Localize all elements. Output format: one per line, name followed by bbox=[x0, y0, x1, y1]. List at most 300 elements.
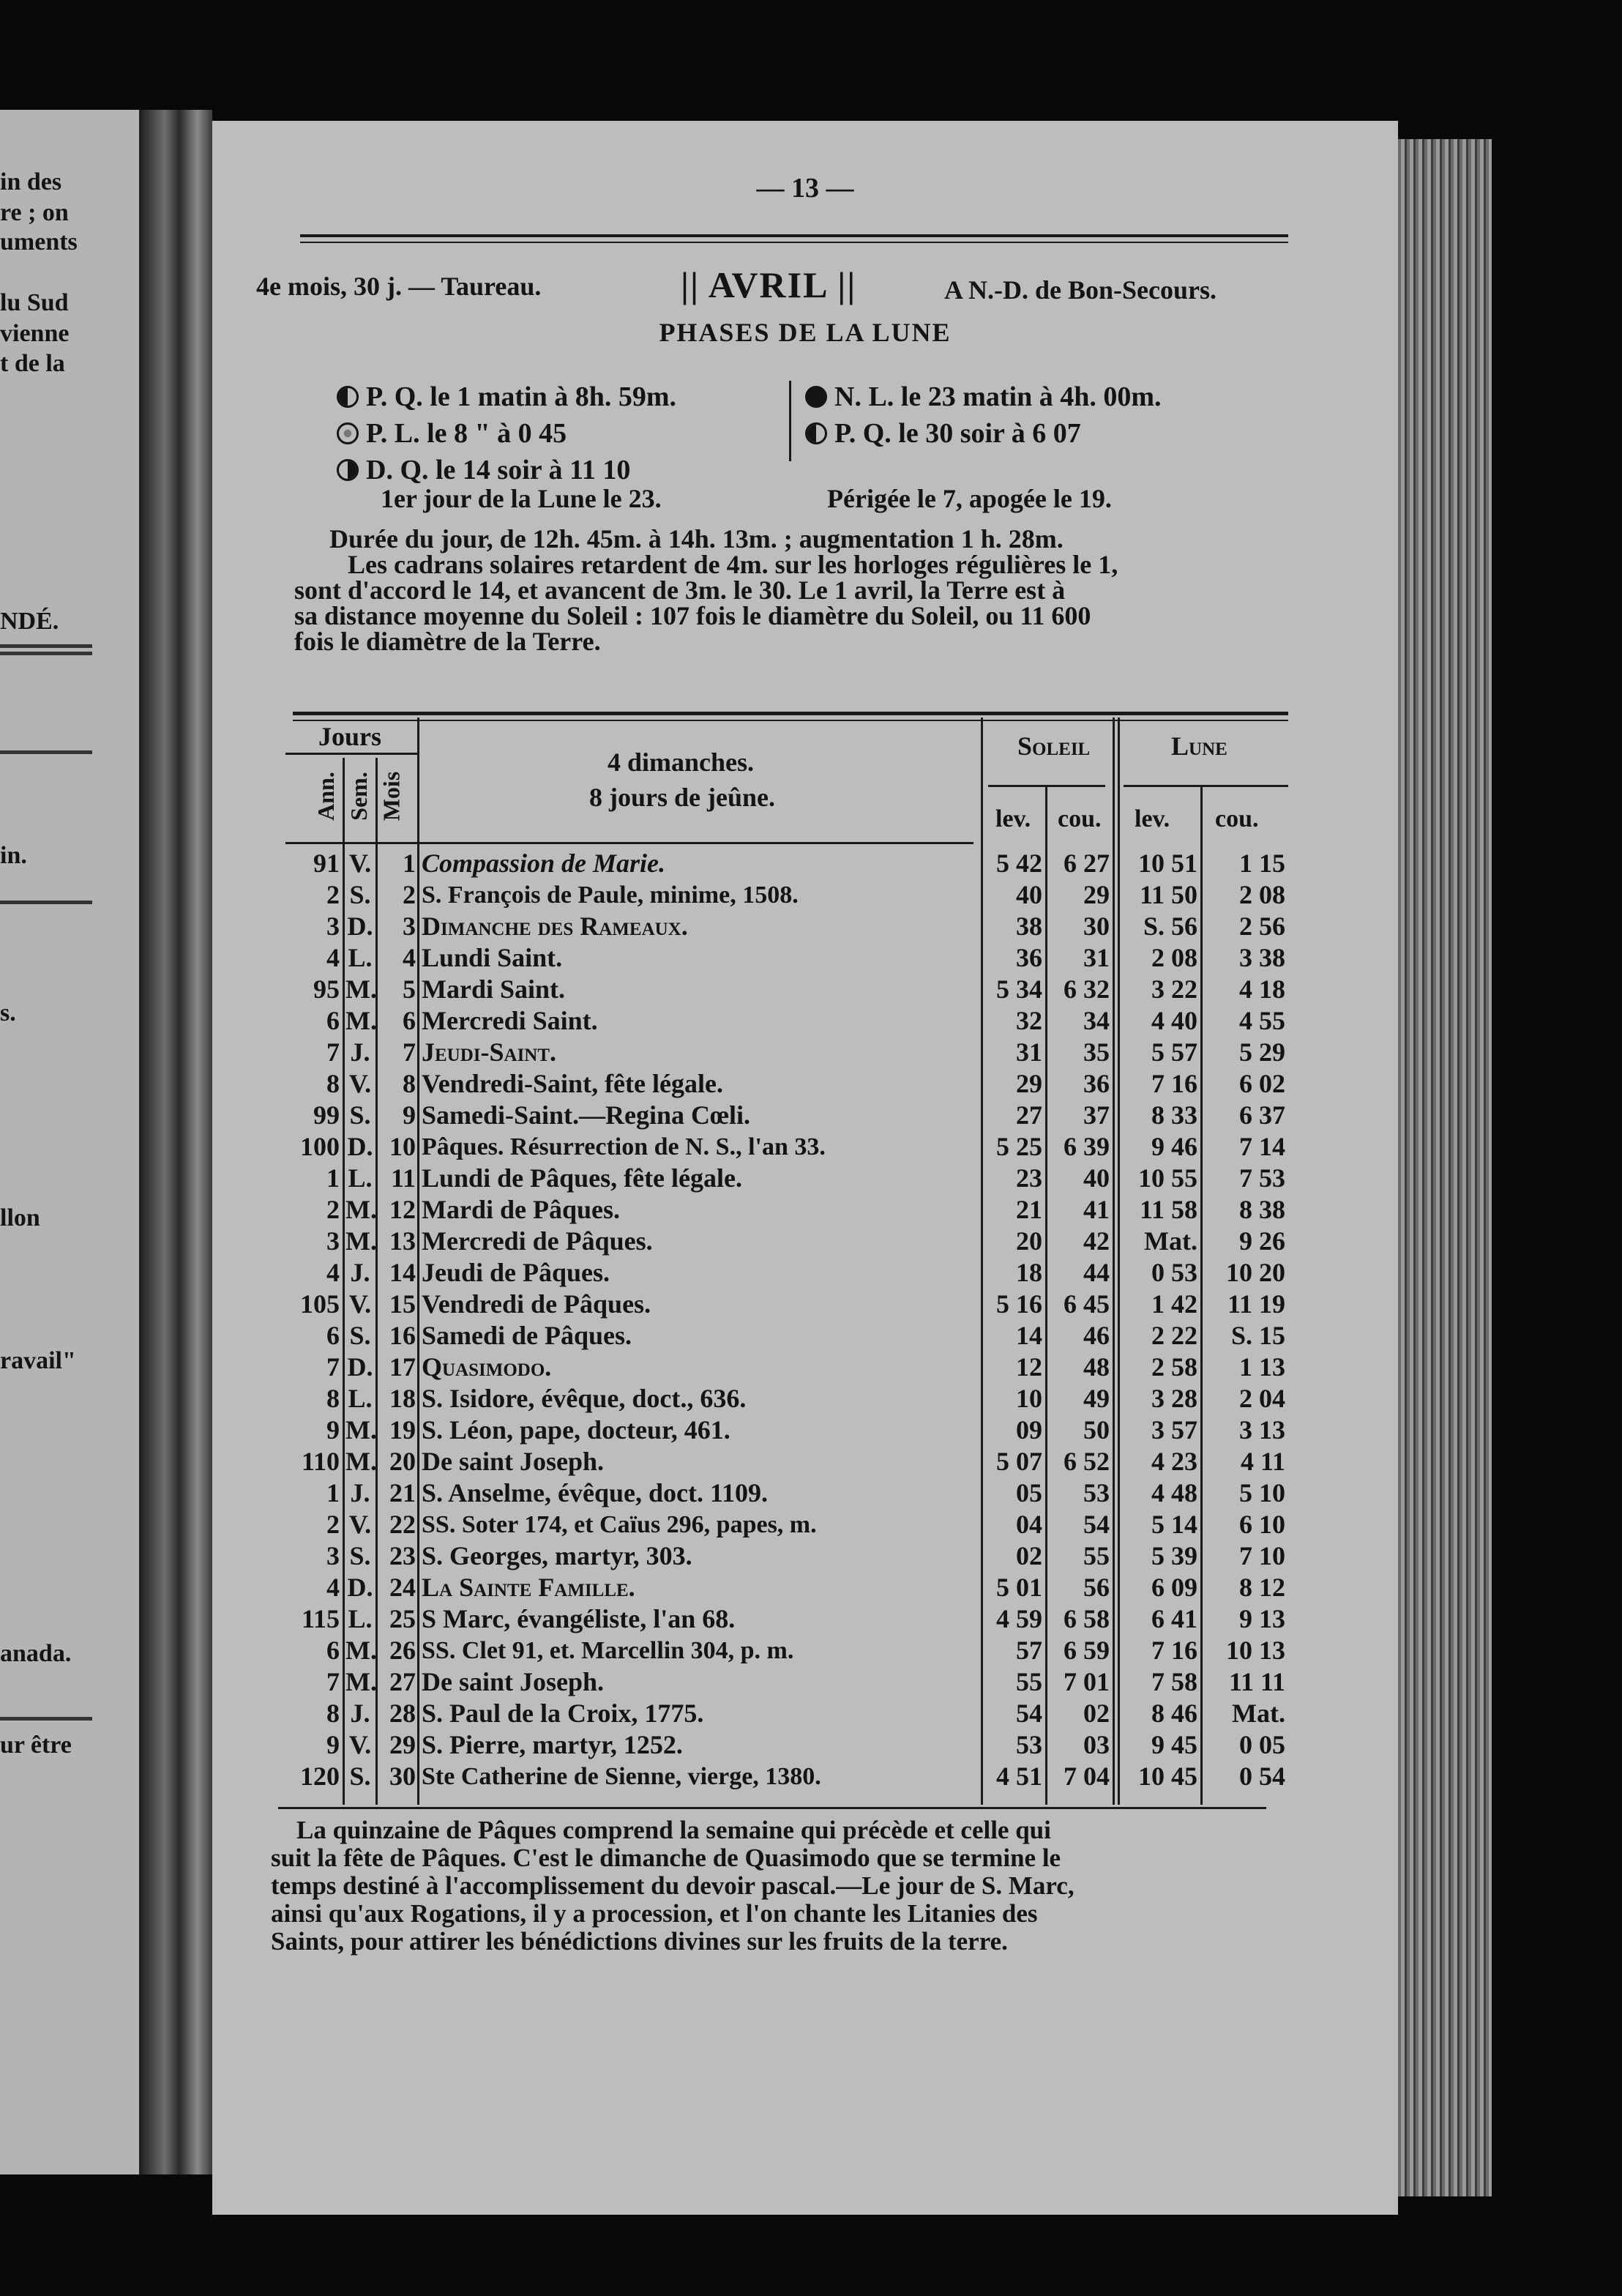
cell-ann: 3 bbox=[326, 912, 340, 941]
cell-ann: 6 bbox=[326, 1636, 340, 1665]
moon-phase bbox=[337, 417, 567, 450]
cell-sem: D. bbox=[347, 1573, 373, 1602]
cell-soleil-lev: 14 bbox=[1016, 1321, 1042, 1350]
book-gutter bbox=[139, 110, 212, 2174]
cell-sem: M. bbox=[345, 1447, 377, 1476]
facing-page-line: s. bbox=[0, 999, 16, 1026]
cell-sem: S. bbox=[349, 1541, 371, 1570]
cell-sem: D. bbox=[347, 912, 373, 941]
table-row bbox=[285, 942, 1288, 974]
moon-phase bbox=[337, 454, 630, 486]
table-row bbox=[285, 1194, 1288, 1226]
cell-lune-lev: 2 08 bbox=[1151, 943, 1197, 972]
cell-lune-lev: 11 50 bbox=[1139, 880, 1197, 909]
cell-sem: L. bbox=[348, 943, 373, 972]
cell-ann: 6 bbox=[326, 1321, 340, 1350]
table-row bbox=[285, 1131, 1288, 1163]
cell-sem: M. bbox=[345, 1006, 377, 1035]
cell-lune-cou: 1 13 bbox=[1239, 1352, 1285, 1382]
cell-lune-cou: 10 20 bbox=[1226, 1258, 1285, 1287]
cell-sem: V. bbox=[348, 1510, 372, 1539]
cell-ann: 8 bbox=[326, 1384, 340, 1413]
header-dimanches: 4 dimanches. bbox=[608, 748, 755, 777]
cell-ann: 9 bbox=[326, 1730, 340, 1759]
cell-fete: Dimanche des Rameaux. bbox=[422, 912, 688, 941]
cell-soleil-cou: 6 32 bbox=[1064, 974, 1110, 1004]
cell-soleil-lev: 29 bbox=[1016, 1069, 1042, 1098]
cell-mois: 20 bbox=[389, 1447, 416, 1476]
cell-soleil-lev: 53 bbox=[1016, 1730, 1042, 1759]
table-row bbox=[285, 1477, 1288, 1509]
cell-fete: Mardi de Pâques. bbox=[422, 1195, 621, 1224]
cell-lune-cou: 7 10 bbox=[1239, 1541, 1285, 1570]
header-mois: Mois bbox=[378, 771, 405, 821]
header-soleil-lev: lev. bbox=[995, 805, 1031, 832]
cell-mois: 12 bbox=[389, 1195, 416, 1224]
footer-line: La quinzaine de Pâques comprend la semaine qui précède et celle qui bbox=[296, 1816, 1051, 1844]
intro-line: Durée du jour, de 12h. 45m. à 14h. 13m. ; augmentation 1 h. 28m. bbox=[329, 524, 1064, 554]
cell-fete: Mercredi Saint. bbox=[422, 1006, 598, 1035]
cell-fete: Compassion de Marie. bbox=[422, 849, 666, 878]
table-row bbox=[285, 1100, 1288, 1131]
cell-soleil-cou: 54 bbox=[1083, 1510, 1110, 1539]
cell-mois: 13 bbox=[389, 1226, 416, 1256]
cell-soleil-lev: 54 bbox=[1016, 1699, 1042, 1728]
footer-line: ainsi qu'aux Rogations, il y a procession, et l'on chante les Litanies des bbox=[271, 1899, 1038, 1928]
facing-page-line: uments bbox=[0, 228, 78, 256]
cell-soleil-cou: 7 04 bbox=[1064, 1762, 1110, 1791]
cell-lune-lev: 5 39 bbox=[1151, 1541, 1197, 1570]
cell-fete: De saint Joseph. bbox=[422, 1447, 605, 1476]
cell-lune-lev: 9 45 bbox=[1151, 1730, 1197, 1759]
cell-lune-lev: 7 16 bbox=[1151, 1636, 1197, 1665]
table-row bbox=[285, 911, 1288, 942]
cell-fete: SS. Soter 174, et Caïus 296, papes, m. bbox=[422, 1511, 817, 1538]
cell-sem: L. bbox=[348, 1163, 373, 1193]
facing-page-line: anada. bbox=[0, 1640, 72, 1667]
cell-fete: Samedi de Pâques. bbox=[422, 1321, 632, 1350]
cell-lune-lev: 0 53 bbox=[1151, 1258, 1197, 1287]
table-row bbox=[285, 1163, 1288, 1194]
first-quarter-moon-icon bbox=[337, 386, 359, 408]
cell-ann: 3 bbox=[326, 1541, 340, 1570]
cell-ann: 4 bbox=[326, 1573, 340, 1602]
cell-mois: 2 bbox=[403, 880, 416, 909]
table-row bbox=[285, 1603, 1288, 1635]
cell-lune-lev: 10 51 bbox=[1138, 849, 1197, 878]
cell-sem: S. bbox=[349, 1100, 371, 1130]
cell-ann: 8 bbox=[326, 1069, 340, 1098]
cell-lune-cou: 11 19 bbox=[1227, 1289, 1285, 1319]
cell-soleil-cou: 50 bbox=[1083, 1415, 1110, 1445]
cell-ann: 1 bbox=[326, 1163, 340, 1193]
cell-soleil-lev: 5 25 bbox=[996, 1132, 1042, 1161]
cell-soleil-cou: 6 39 bbox=[1064, 1132, 1110, 1161]
cell-ann: 1 bbox=[326, 1478, 340, 1507]
cell-sem: L. bbox=[348, 1384, 373, 1413]
cell-soleil-cou: 03 bbox=[1083, 1730, 1110, 1759]
moon-phase-text: P. Q. le 30 soir à 6 07 bbox=[834, 418, 1081, 449]
table-row bbox=[285, 1635, 1288, 1666]
table-row bbox=[285, 1414, 1288, 1446]
moon-phase-text: N. L. le 23 matin à 4h. 00m. bbox=[834, 381, 1162, 412]
cell-mois: 18 bbox=[389, 1384, 416, 1413]
table-row bbox=[285, 1352, 1288, 1383]
cell-soleil-lev: 12 bbox=[1016, 1352, 1042, 1382]
cell-soleil-lev: 5 42 bbox=[996, 849, 1042, 878]
cell-ann: 3 bbox=[326, 1226, 340, 1256]
perigee-apogee: Périgée le 7, apogée le 19. bbox=[827, 484, 1112, 513]
table-row bbox=[285, 1446, 1288, 1477]
cell-lune-cou: 4 55 bbox=[1239, 1006, 1285, 1035]
cell-lune-cou: Mat. bbox=[1232, 1699, 1285, 1728]
cell-mois: 19 bbox=[389, 1415, 416, 1445]
cell-ann: 7 bbox=[326, 1352, 340, 1382]
cell-sem: J. bbox=[350, 1699, 370, 1728]
cell-fete: Lundi de Pâques, fête légale. bbox=[422, 1163, 742, 1193]
phases-title: PHASES DE LA LUNE bbox=[659, 318, 952, 347]
table-top-rule-thin bbox=[293, 720, 1288, 721]
footer-line: suit la fête de Pâques. C'est le dimanche de Quasimodo que se termine le bbox=[271, 1844, 1061, 1872]
cell-soleil-cou: 42 bbox=[1083, 1226, 1110, 1256]
cell-lune-cou: 1 15 bbox=[1239, 849, 1285, 878]
intro-line: sa distance moyenne du Soleil : 107 fois le diamètre du Soleil, ou 11 600 bbox=[294, 601, 1091, 630]
cell-soleil-lev: 31 bbox=[1016, 1037, 1042, 1067]
cell-lune-lev: 6 41 bbox=[1151, 1604, 1197, 1633]
facing-page-line: ur être bbox=[0, 1732, 72, 1759]
intro-line: Les cadrans solaires retardent de 4m. sur les horloges régulières le 1, bbox=[348, 550, 1118, 579]
cell-lune-cou: 5 29 bbox=[1239, 1037, 1285, 1067]
cell-lune-lev: 10 45 bbox=[1138, 1762, 1197, 1791]
cell-soleil-cou: 56 bbox=[1083, 1573, 1110, 1602]
cell-mois: 4 bbox=[403, 943, 416, 972]
cell-sem: L. bbox=[348, 1604, 373, 1633]
cell-soleil-cou: 6 52 bbox=[1064, 1447, 1110, 1476]
cell-soleil-lev: 04 bbox=[1016, 1510, 1042, 1539]
cell-soleil-cou: 7 01 bbox=[1064, 1667, 1110, 1696]
cell-lune-cou: 8 38 bbox=[1239, 1195, 1285, 1224]
cell-fete: S. Isidore, évêque, doct., 636. bbox=[422, 1384, 747, 1413]
cell-lune-cou: 6 02 bbox=[1239, 1069, 1285, 1098]
cell-soleil-cou: 6 59 bbox=[1064, 1636, 1110, 1665]
cell-soleil-lev: 4 59 bbox=[996, 1604, 1042, 1633]
cell-soleil-lev: 10 bbox=[1016, 1384, 1042, 1413]
cell-fete: De saint Joseph. bbox=[422, 1667, 605, 1696]
cell-lune-cou: 7 53 bbox=[1239, 1163, 1285, 1193]
cell-fete: S. Léon, pape, docteur, 461. bbox=[422, 1415, 730, 1445]
cell-soleil-cou: 46 bbox=[1083, 1321, 1110, 1350]
facing-page-line: t de la bbox=[0, 350, 65, 377]
cell-mois: 29 bbox=[389, 1730, 416, 1759]
facing-page-rule bbox=[0, 652, 92, 655]
cell-soleil-cou: 6 45 bbox=[1064, 1289, 1110, 1319]
cell-lune-cou: 6 37 bbox=[1239, 1100, 1285, 1130]
facing-page-line: vienne bbox=[0, 320, 70, 347]
cell-soleil-cou: 6 27 bbox=[1064, 849, 1110, 878]
cell-mois: 11 bbox=[390, 1163, 416, 1193]
moon-phase bbox=[337, 381, 676, 413]
cell-soleil-lev: 21 bbox=[1016, 1195, 1042, 1224]
cell-sem: D. bbox=[347, 1132, 373, 1161]
cell-sem: J. bbox=[350, 1478, 370, 1507]
cell-sem: S. bbox=[349, 880, 371, 909]
cell-fete: Vendredi-Saint, fête légale. bbox=[422, 1069, 723, 1098]
cell-ann: 105 bbox=[300, 1289, 340, 1319]
table-row bbox=[285, 1320, 1288, 1352]
cell-soleil-lev: 20 bbox=[1016, 1226, 1042, 1256]
cell-lune-lev: 7 58 bbox=[1151, 1667, 1197, 1696]
cell-mois: 17 bbox=[389, 1352, 416, 1382]
cell-sem: M. bbox=[345, 1667, 377, 1696]
table-bottom-rule bbox=[278, 1807, 1266, 1809]
top-rule bbox=[300, 234, 1288, 237]
table-row bbox=[285, 1226, 1288, 1257]
cell-lune-lev: S. 56 bbox=[1143, 912, 1197, 941]
cell-mois: 26 bbox=[389, 1636, 416, 1665]
patron-dedication: A N.-D. de Bon-Secours. bbox=[944, 275, 1217, 305]
header-jours: Jours bbox=[318, 722, 382, 751]
cell-sem: V. bbox=[348, 1730, 372, 1759]
cell-fete: SS. Clet 91, et. Marcellin 304, p. m. bbox=[422, 1637, 794, 1664]
cell-soleil-cou: 29 bbox=[1083, 880, 1110, 909]
moon-phase bbox=[805, 417, 1081, 450]
cell-lune-lev: 1 42 bbox=[1151, 1289, 1197, 1319]
cell-soleil-cou: 53 bbox=[1083, 1478, 1110, 1507]
cell-fete: Jeudi-Saint. bbox=[422, 1037, 557, 1067]
last-quarter-moon-icon bbox=[337, 459, 359, 481]
cell-lune-cou: S. 15 bbox=[1230, 1321, 1285, 1350]
cell-ann: 7 bbox=[326, 1667, 340, 1696]
lune-underline bbox=[1124, 785, 1288, 787]
cell-sem: M. bbox=[345, 1195, 377, 1224]
moon-day: 1er jour de la Lune le 23. bbox=[381, 484, 662, 513]
phases-divider bbox=[789, 381, 791, 461]
footer-line: temps destiné à l'accomplissement du devoir pascal.—Le jour de S. Marc, bbox=[271, 1871, 1075, 1900]
cell-mois: 27 bbox=[389, 1667, 416, 1696]
facing-page-line: ravail" bbox=[0, 1347, 76, 1374]
cell-sem: J. bbox=[350, 1258, 370, 1287]
facing-page-rule bbox=[0, 644, 92, 648]
facing-page-rule bbox=[0, 901, 92, 904]
header-lune-cou: cou. bbox=[1215, 805, 1259, 832]
header-jeune: 8 jours de jeûne. bbox=[589, 783, 775, 812]
cell-mois: 25 bbox=[389, 1604, 416, 1633]
moon-phase-text: P. Q. le 1 matin à 8h. 59m. bbox=[366, 381, 676, 412]
table-row bbox=[285, 1068, 1288, 1100]
cell-soleil-cou: 48 bbox=[1083, 1352, 1110, 1382]
cell-mois: 16 bbox=[389, 1321, 416, 1350]
table-row bbox=[285, 1698, 1288, 1729]
cell-lune-cou: 4 18 bbox=[1239, 974, 1285, 1004]
cell-lune-cou: 5 10 bbox=[1239, 1478, 1285, 1507]
cell-soleil-lev: 5 34 bbox=[996, 974, 1042, 1004]
cell-lune-lev: 4 48 bbox=[1151, 1478, 1197, 1507]
cell-lune-cou: 10 13 bbox=[1226, 1636, 1285, 1665]
cell-soleil-lev: 4 51 bbox=[996, 1762, 1042, 1791]
cell-lune-lev: 4 23 bbox=[1151, 1447, 1197, 1476]
table-row bbox=[285, 1257, 1288, 1289]
cell-sem: V. bbox=[348, 1069, 372, 1098]
header-lune: Lune bbox=[1171, 731, 1227, 761]
cell-soleil-cou: 6 58 bbox=[1064, 1604, 1110, 1633]
cell-soleil-lev: 40 bbox=[1016, 880, 1042, 909]
cell-mois: 5 bbox=[403, 974, 416, 1004]
cell-sem: M. bbox=[345, 1415, 377, 1445]
table-row bbox=[285, 1005, 1288, 1037]
cell-lune-cou: 0 54 bbox=[1239, 1762, 1285, 1791]
cell-soleil-lev: 5 07 bbox=[996, 1447, 1042, 1476]
cell-soleil-cou: 40 bbox=[1083, 1163, 1110, 1193]
cell-ann: 95 bbox=[313, 974, 340, 1004]
cell-soleil-cou: 37 bbox=[1083, 1100, 1110, 1130]
cell-lune-lev: 3 22 bbox=[1151, 974, 1197, 1004]
cell-sem: V. bbox=[348, 1289, 372, 1319]
moon-phase bbox=[805, 381, 1162, 413]
cell-lune-cou: 9 13 bbox=[1239, 1604, 1285, 1633]
cell-soleil-lev: 23 bbox=[1016, 1163, 1042, 1193]
jours-underline bbox=[285, 753, 417, 755]
cell-lune-cou: 9 26 bbox=[1239, 1226, 1285, 1256]
cell-fete: Jeudi de Pâques. bbox=[422, 1258, 610, 1287]
cell-sem: M. bbox=[345, 974, 377, 1004]
cell-fete: Mardi Saint. bbox=[422, 974, 566, 1004]
table-row bbox=[285, 879, 1288, 911]
cell-fete: La Sainte Famille. bbox=[422, 1573, 635, 1602]
full-moon-icon bbox=[337, 422, 359, 444]
cell-sem: V. bbox=[348, 849, 372, 878]
facing-page-rule bbox=[0, 1717, 92, 1721]
cell-soleil-cou: 44 bbox=[1083, 1258, 1110, 1287]
cell-lune-cou: 0 05 bbox=[1239, 1730, 1285, 1759]
cell-soleil-cou: 36 bbox=[1083, 1069, 1110, 1098]
cell-fete: S. Pierre, martyr, 1252. bbox=[422, 1730, 683, 1759]
cell-sem: S. bbox=[349, 1321, 371, 1350]
cell-ann: 2 bbox=[326, 1510, 340, 1539]
cell-soleil-cou: 35 bbox=[1083, 1037, 1110, 1067]
cell-soleil-cou: 34 bbox=[1083, 1006, 1110, 1035]
cell-lune-lev: 3 28 bbox=[1151, 1384, 1197, 1413]
new-moon-icon bbox=[805, 386, 827, 408]
table-row bbox=[285, 1540, 1288, 1572]
table-row bbox=[285, 974, 1288, 1005]
cell-fete: Samedi-Saint.—Regina Cœli. bbox=[422, 1100, 751, 1130]
cell-fete: Quasimodo. bbox=[422, 1352, 552, 1382]
cell-soleil-lev: 36 bbox=[1016, 943, 1042, 972]
cell-lune-lev: 2 58 bbox=[1151, 1352, 1197, 1382]
table-row bbox=[285, 1572, 1288, 1603]
cell-soleil-lev: 02 bbox=[1016, 1541, 1042, 1570]
cell-soleil-cou: 31 bbox=[1083, 943, 1110, 972]
facing-page-line: NDÉ. bbox=[0, 608, 59, 635]
table-row bbox=[285, 1666, 1288, 1698]
facing-page-line: in. bbox=[0, 842, 27, 869]
cell-ann: 4 bbox=[326, 1258, 340, 1287]
cell-mois: 3 bbox=[403, 912, 416, 941]
footer-line: Saints, pour attirer les bénédictions divines sur les fruits de la terre. bbox=[271, 1927, 1008, 1956]
intro-line: sont d'accord le 14, et avancent de 3m. le 30. Le 1 avril, la Terre est à bbox=[294, 575, 1066, 605]
table-row bbox=[285, 1729, 1288, 1761]
page-number: — 13 — bbox=[756, 173, 854, 204]
header-ann: Ann. bbox=[312, 772, 339, 821]
cell-soleil-lev: 05 bbox=[1016, 1478, 1042, 1507]
cell-lune-lev: 11 58 bbox=[1139, 1195, 1197, 1224]
cell-fete: S. Georges, martyr, 303. bbox=[422, 1541, 692, 1570]
facing-page-rule bbox=[0, 750, 92, 754]
table-top-rule bbox=[293, 712, 1288, 715]
cell-lune-lev: 3 57 bbox=[1151, 1415, 1197, 1445]
cell-fete: S. Paul de la Croix, 1775. bbox=[422, 1699, 704, 1728]
cell-lune-cou: 2 04 bbox=[1239, 1384, 1285, 1413]
facing-page-line: in des bbox=[0, 168, 62, 195]
cell-fete: Ste Catherine de Sienne, vierge, 1380. bbox=[422, 1763, 821, 1790]
page-edges bbox=[1398, 139, 1492, 2196]
cell-soleil-cou: 49 bbox=[1083, 1384, 1110, 1413]
facing-page-line: llon bbox=[0, 1204, 40, 1231]
table-row bbox=[285, 1383, 1288, 1414]
cell-sem: M. bbox=[345, 1226, 377, 1256]
table-row bbox=[285, 848, 1288, 879]
cell-mois: 24 bbox=[389, 1573, 416, 1602]
table-row bbox=[285, 1509, 1288, 1540]
cell-mois: 10 bbox=[389, 1132, 416, 1161]
cell-mois: 1 bbox=[403, 849, 416, 878]
cell-lune-cou: 8 12 bbox=[1239, 1573, 1285, 1602]
cell-lune-lev: 8 33 bbox=[1151, 1100, 1197, 1130]
cell-mois: 14 bbox=[389, 1258, 416, 1287]
cell-mois: 7 bbox=[403, 1037, 416, 1067]
cell-ann: 91 bbox=[313, 849, 340, 878]
cell-lune-lev: 6 09 bbox=[1151, 1573, 1197, 1602]
first-quarter-moon-icon bbox=[805, 422, 827, 444]
cell-soleil-lev: 27 bbox=[1016, 1100, 1042, 1130]
cell-mois: 22 bbox=[389, 1510, 416, 1539]
cell-mois: 6 bbox=[403, 1006, 416, 1035]
cell-ann: 4 bbox=[326, 943, 340, 972]
cell-lune-lev: 8 46 bbox=[1151, 1699, 1197, 1728]
facing-page bbox=[0, 110, 139, 2174]
table-row bbox=[285, 1289, 1288, 1320]
cell-lune-lev: 7 16 bbox=[1151, 1069, 1197, 1098]
cell-ann: 99 bbox=[313, 1100, 340, 1130]
cell-mois: 15 bbox=[389, 1289, 416, 1319]
cell-fete: S. François de Paule, minime, 1508. bbox=[422, 881, 799, 909]
cell-ann: 8 bbox=[326, 1699, 340, 1728]
table-row bbox=[285, 1761, 1288, 1792]
cell-soleil-cou: 55 bbox=[1083, 1541, 1110, 1570]
cell-mois: 8 bbox=[403, 1069, 416, 1098]
cell-soleil-cou: 30 bbox=[1083, 912, 1110, 941]
cell-fete: Lundi Saint. bbox=[422, 943, 563, 972]
cell-mois: 23 bbox=[389, 1541, 416, 1570]
cell-ann: 115 bbox=[301, 1604, 340, 1633]
header-soleil: Soleil bbox=[1017, 731, 1091, 761]
header-soleil-cou: cou. bbox=[1058, 805, 1102, 832]
cell-lune-lev: 9 46 bbox=[1151, 1132, 1197, 1161]
cell-ann: 6 bbox=[326, 1006, 340, 1035]
cell-lune-cou: 3 13 bbox=[1239, 1415, 1285, 1445]
cell-soleil-lev: 18 bbox=[1016, 1258, 1042, 1287]
cell-fete: Pâques. Résurrection de N. S., l'an 33. bbox=[422, 1133, 826, 1160]
cell-lune-lev: 10 55 bbox=[1138, 1163, 1197, 1193]
cell-lune-cou: 2 56 bbox=[1239, 912, 1285, 941]
top-rule-thin bbox=[300, 242, 1288, 243]
cell-ann: 9 bbox=[326, 1415, 340, 1445]
moon-phase-text: D. Q. le 14 soir à 11 10 bbox=[366, 455, 631, 485]
cell-lune-lev: Mat. bbox=[1144, 1226, 1197, 1256]
cell-soleil-lev: 38 bbox=[1016, 912, 1042, 941]
cell-mois: 9 bbox=[403, 1100, 416, 1130]
cell-sem: M. bbox=[345, 1636, 377, 1665]
